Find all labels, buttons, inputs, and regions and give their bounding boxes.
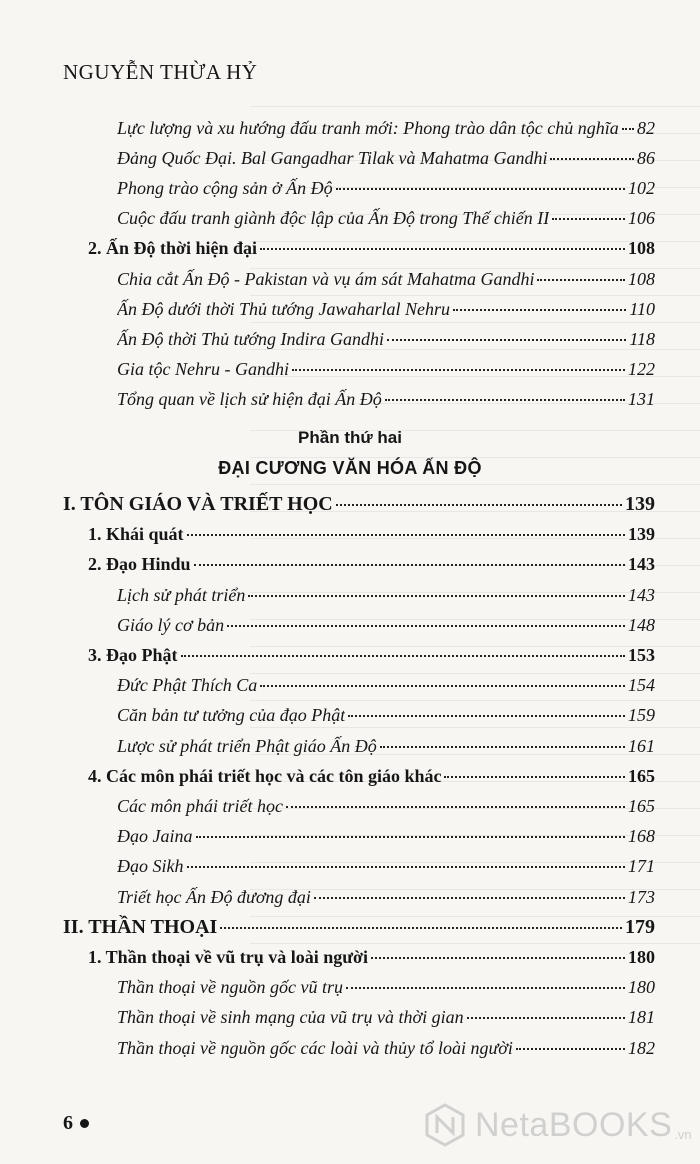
- toc-entry-page: 181: [628, 1007, 655, 1028]
- toc-entry-page: 153: [628, 645, 655, 665]
- dot-leader: [622, 128, 634, 130]
- toc-entry-page: 165: [628, 765, 655, 786]
- toc-entry-page: 122: [628, 358, 655, 379]
- dot-leader: [187, 866, 626, 868]
- toc-entry: [117, 700, 655, 730]
- toc-entry: [117, 143, 655, 173]
- toc-entry-title: 3. Đạo Phật: [88, 645, 178, 665]
- dot-leader: [194, 564, 625, 566]
- running-header-author: NGUYỄN THỪA HỶ: [63, 60, 258, 84]
- toc-entry-title: 4. Các môn phái triết học và các tôn giáo khác: [88, 765, 442, 786]
- toc-entry-page: 173: [628, 886, 655, 907]
- dot-leader: [286, 806, 625, 808]
- dot-leader: [385, 399, 625, 401]
- page-footer: [63, 1112, 89, 1135]
- toc-entry-page: 159: [628, 705, 655, 726]
- toc-entry-page: 143: [628, 554, 655, 575]
- toc-entry-page: 110: [629, 298, 655, 319]
- toc-entry: [88, 761, 655, 791]
- netabooks-watermark: [423, 1098, 693, 1152]
- toc-entry-page: 131: [628, 388, 655, 409]
- toc-entry-title: Chia cắt Ấn Độ - Pakistan và vụ ám sát Mahatma Gandhi: [117, 268, 535, 289]
- toc-entry-title: Gia tộc Nehru - Gandhi: [117, 358, 289, 379]
- toc-entry-page: 180: [628, 977, 655, 998]
- dot-leader: [444, 776, 625, 778]
- dot-leader: [248, 595, 625, 597]
- dot-leader: [336, 188, 625, 190]
- watermark-brand: NetaBOOKS: [475, 1105, 673, 1144]
- dot-leader: [196, 836, 626, 838]
- toc-entry: [117, 821, 655, 851]
- toc-entry-page: 118: [629, 328, 655, 349]
- toc-entry-page: 182: [628, 1037, 655, 1058]
- toc-entry-page: 108: [628, 238, 655, 259]
- toc-entry-page: 165: [628, 796, 655, 816]
- toc-entry-page: 148: [628, 614, 655, 635]
- toc-entry-title: 1. Khái quát: [88, 524, 184, 545]
- toc-entry-page: 154: [628, 675, 655, 696]
- toc-entry-title: Các môn phái triết học: [117, 796, 283, 816]
- toc-entry: [117, 294, 655, 324]
- toc-entry: [63, 489, 655, 519]
- toc-entry: [117, 610, 655, 640]
- toc-entry-page: 102: [628, 178, 655, 199]
- toc-entry: [117, 1033, 655, 1063]
- toc-entry: [117, 580, 655, 610]
- toc-entry: [117, 1002, 655, 1032]
- dot-leader: [348, 715, 625, 717]
- toc-entry: [88, 942, 655, 972]
- toc-entry-title: Lược sử phát triển Phật giáo Ấn Độ: [117, 735, 377, 756]
- part-title: ĐẠI CƯƠNG VĂN HÓA ẤN ĐỘ: [218, 458, 482, 478]
- toc-entry-page: 143: [628, 584, 655, 605]
- part-label: Phần thứ hai: [298, 428, 402, 447]
- toc-entry-page: 108: [628, 268, 655, 289]
- dot-leader: [187, 534, 625, 536]
- netabooks-logo-icon: [423, 1103, 467, 1147]
- dot-leader: [516, 1048, 625, 1050]
- toc-entry-title: Ấn Độ thời Thủ tướng Indira Gandhi: [117, 328, 385, 349]
- toc-entry-title: Đức Phật Thích Ca: [117, 675, 258, 696]
- toc-entry: [117, 882, 655, 912]
- toc-entry: [117, 203, 655, 233]
- dot-leader: [550, 158, 634, 160]
- toc-entry-title: Giáo lý cơ bản: [117, 614, 225, 635]
- toc-entry: [88, 549, 655, 579]
- dot-leader: [336, 504, 622, 506]
- toc-entry: [117, 173, 655, 203]
- toc-entry-title: Triết học Ấn Độ đương đại: [117, 886, 311, 907]
- toc-entry: [117, 731, 655, 761]
- toc-entry-title: Lịch sử phát triển: [117, 584, 246, 605]
- dot-leader: [552, 218, 625, 220]
- toc-entry: [63, 912, 655, 942]
- toc-entry: [117, 384, 655, 414]
- toc-entry-page: 168: [628, 826, 655, 847]
- dot-leader: [346, 987, 625, 989]
- dot-leader: [380, 746, 625, 748]
- toc-entry-title: Lực lượng và xu hướng đấu tranh mới: Phong trào dân tộc chủ nghĩa: [117, 118, 619, 138]
- dot-leader: [314, 897, 625, 899]
- toc-entry-page: 161: [628, 735, 655, 756]
- toc-entry-title: Đạo Sikh: [117, 856, 184, 877]
- toc-entry-title: Đạo Jaina: [117, 826, 193, 847]
- toc-entry-page: 171: [628, 856, 655, 877]
- toc-entry-page: 86: [637, 148, 655, 169]
- toc-entry: [117, 324, 655, 354]
- toc-entry: [117, 791, 655, 821]
- toc-entry-title: Cuộc đấu tranh giành độc lập của Ấn Độ trong Thế chiến II: [117, 208, 550, 229]
- dot-leader: [260, 685, 625, 687]
- dot-leader: [220, 927, 622, 929]
- toc-entry: [117, 354, 655, 384]
- toc-entry: [117, 851, 655, 881]
- dot-leader: [260, 248, 625, 250]
- dot-leader: [371, 957, 625, 959]
- toc-entry: [88, 519, 655, 549]
- dot-leader: [537, 279, 625, 281]
- toc-entry-page: 180: [628, 947, 655, 967]
- toc-entry-title: Phong trào cộng sản ở Ấn Độ: [117, 178, 333, 199]
- toc-entry-title: Thần thoại về nguồn gốc các loài và thủy tổ loài người: [117, 1037, 513, 1058]
- toc-entry-page: 139: [625, 493, 655, 515]
- toc-entry-page: 139: [628, 524, 655, 545]
- toc-entry: [88, 640, 655, 670]
- toc-entry-title: Ấn Độ dưới thời Thủ tướng Jawaharlal Nehru: [117, 298, 450, 319]
- toc-entry: [117, 264, 655, 294]
- dot-leader: [387, 339, 626, 341]
- toc-entry: [88, 233, 655, 263]
- dot-leader: [181, 655, 626, 657]
- dot-leader: [227, 625, 625, 627]
- bullet-icon: [80, 1119, 89, 1128]
- toc-entry-page: 82: [637, 118, 655, 138]
- dot-leader: [292, 369, 625, 371]
- toc-entry-title: I. TÔN GIÁO VÀ TRIẾT HỌC: [63, 493, 333, 515]
- toc-entry: [117, 113, 655, 143]
- toc-entry-page: 179: [625, 915, 655, 938]
- toc-entry-title: 2. Ấn Độ thời hiện đại: [88, 238, 258, 259]
- toc-entry-title: Tổng quan về lịch sử hiện đại Ấn Độ: [117, 388, 382, 409]
- toc-entry: [117, 670, 655, 700]
- toc-entry-title: Căn bản tư tưởng của đạo Phật: [117, 705, 346, 726]
- toc-entry-page: 106: [628, 208, 655, 229]
- dot-leader: [467, 1017, 625, 1019]
- toc-entry-title: Thần thoại về sinh mạng của vũ trụ và thời gian: [117, 1007, 464, 1028]
- toc-entry-title: Thần thoại về nguồn gốc vũ trụ: [117, 977, 343, 998]
- toc-entry-title: 1. Thần thoại về vũ trụ và loài người: [88, 947, 368, 967]
- watermark-tld: .vn: [674, 1127, 692, 1142]
- page-number: 6: [63, 1112, 73, 1134]
- toc-entry-title: Đảng Quốc Đại. Bal Gangadhar Tilak và Mahatma Gandhi: [117, 148, 548, 169]
- toc-entry-title: II. THẦN THOẠI: [63, 915, 218, 938]
- toc-entry: [117, 972, 655, 1002]
- toc-entry-title: 2. Đạo Hindu: [88, 554, 191, 575]
- dot-leader: [453, 309, 626, 311]
